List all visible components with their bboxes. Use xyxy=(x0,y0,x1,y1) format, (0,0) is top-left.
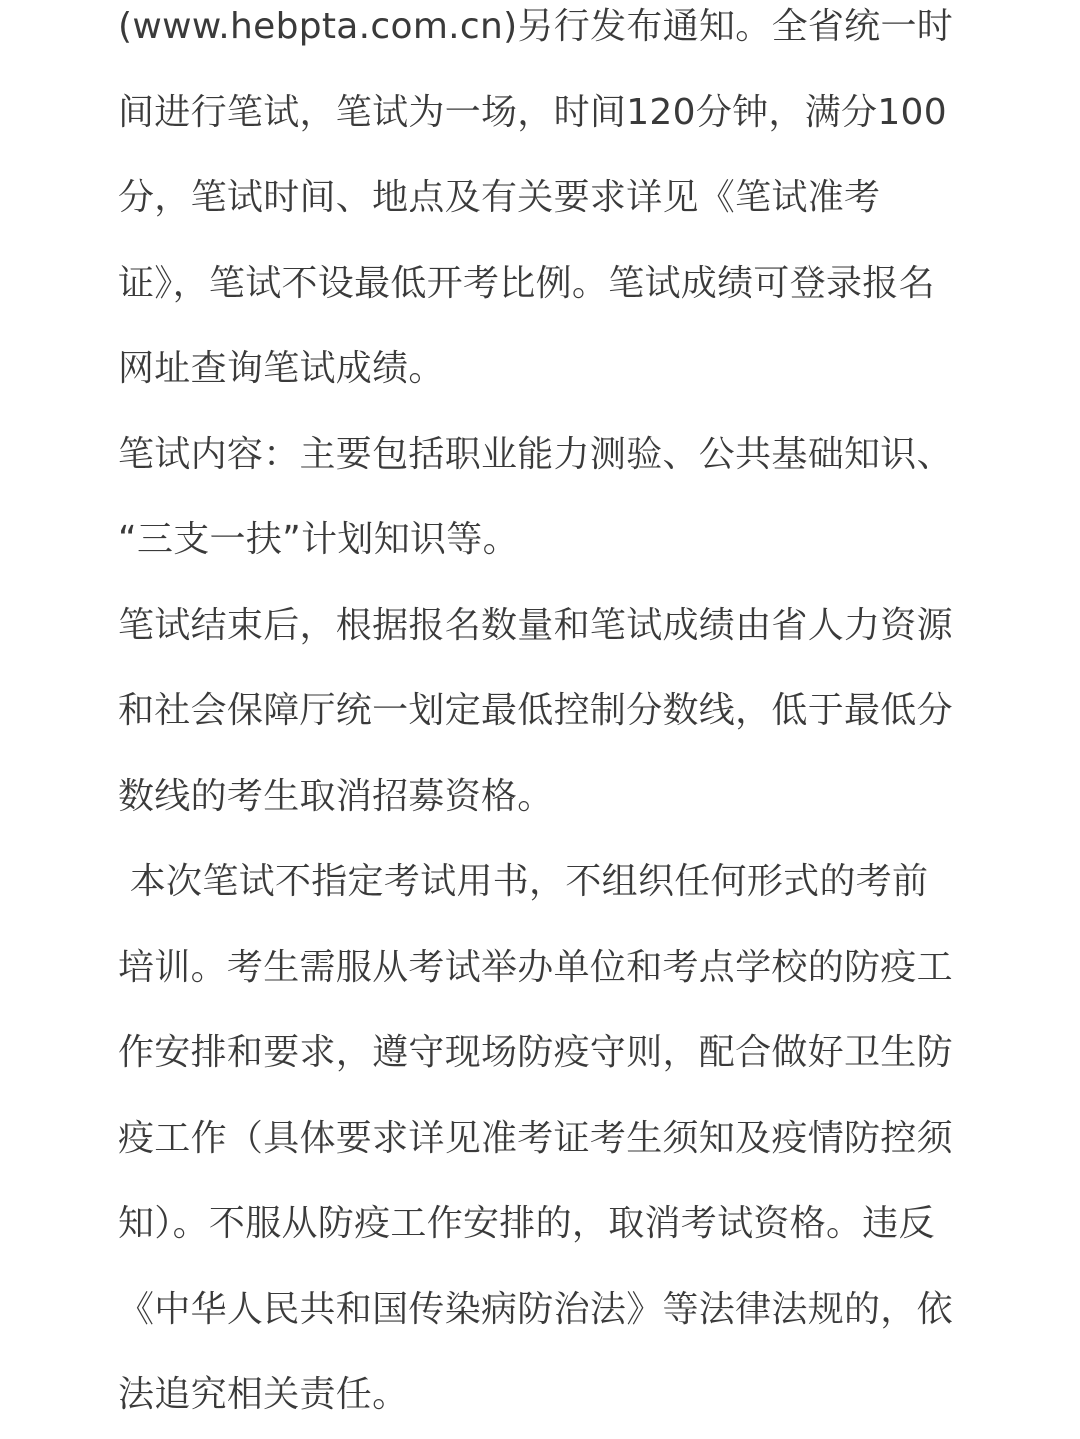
text-line-15: 知）。不服从防疫工作安排的，取消考试资格。违反 xyxy=(118,1203,935,1244)
text-line-17: 法追究相关责任。 xyxy=(118,1374,409,1415)
text-line-14: 疫工作（具体要求详见准考证考生须知及疫情防控须 xyxy=(118,1117,953,1159)
text-line-9: 和社会保障厅统一划定最低控制分数线，低于最低分 xyxy=(118,690,953,731)
text-line-3: 分，笔试时间、地点及有关要求详见《笔试准考 xyxy=(118,177,881,218)
text-line-2: 间进行笔试，笔试为一场，时间120分钟，满分100 xyxy=(118,91,947,133)
text-line-11: 本次笔试不指定考试用书，不组织任何形式的考前 xyxy=(118,861,929,902)
text-line-16: 《中华人民共和国传染病防治法》等法律法规的，依 xyxy=(118,1288,953,1330)
text-line-7: “三支一扶”计划知识等。 xyxy=(118,519,519,560)
text-line-1: (www.hebpta.com.cn)另行发布通知。全省统一时 xyxy=(118,6,954,47)
text-line-10: 数线的考生取消招募资格。 xyxy=(118,775,554,817)
text-line-8: 笔试结束后，根据报名数量和笔试成绩由省人力资源 xyxy=(118,604,953,646)
article-body xyxy=(118,0,968,1438)
text-line-13: 作安排和要求，遵守现场防疫守则，配合做好卫生防 xyxy=(118,1032,953,1073)
text-line-6: 笔试内容：主要包括职业能力测验、公共基础知识、 xyxy=(118,433,953,475)
text-line-4: 证》，笔试不设最低开考比例。笔试成绩可登录报名 xyxy=(118,262,935,304)
text-line-5: 网址查询笔试成绩。 xyxy=(118,348,445,389)
text-line-12: 培训。考生需服从考试举办单位和考点学校的防疫工 xyxy=(118,946,953,988)
